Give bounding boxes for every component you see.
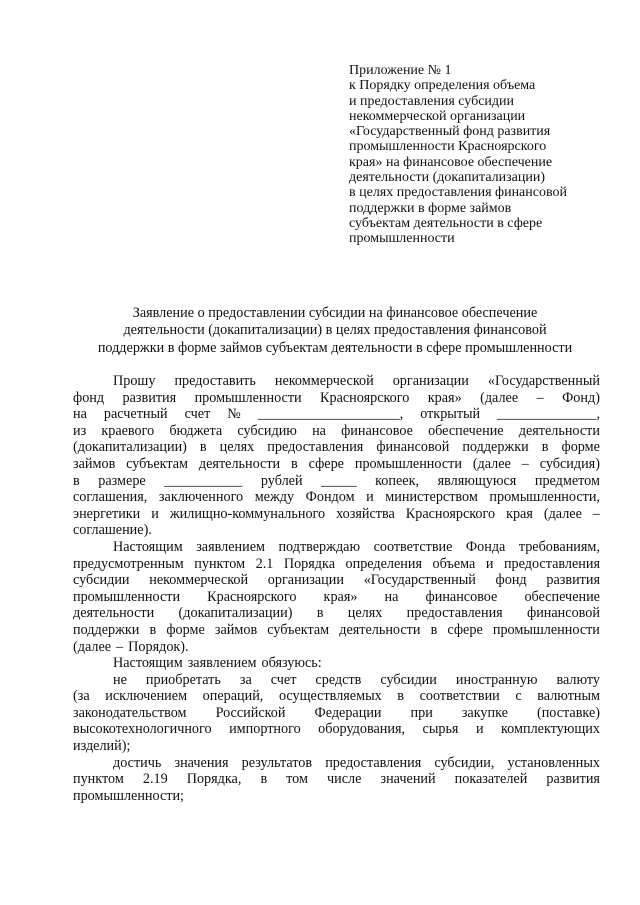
body-word: обеспечение (428, 422, 504, 439)
body-word: финансовой (527, 605, 600, 622)
body-line (73, 539, 600, 556)
body-word: целях (219, 439, 255, 456)
body-word: заключенного (158, 489, 244, 506)
body-word: предметом (534, 472, 600, 489)
body-word: высокотехнологичного (73, 721, 212, 738)
body-word: между (254, 489, 295, 506)
body-word: заявлением (196, 538, 265, 555)
body-word: предоставления (325, 754, 422, 771)
body-word: 2.1 (255, 555, 274, 572)
body-word: некоммерческой (274, 373, 374, 389)
body-word: края (506, 505, 533, 522)
body-line (73, 705, 600, 722)
body-word: (далее (480, 389, 519, 406)
body-word: определения (345, 555, 423, 572)
body-word: сырья (422, 721, 459, 738)
body-line (73, 605, 600, 622)
body-word: обязуюсь: (261, 655, 322, 672)
body-word: финансовой (376, 439, 450, 456)
body-word: на (73, 406, 87, 423)
appendix-line: в целях предоставления финансовой (349, 185, 567, 201)
body-word: развития (546, 771, 600, 788)
body-word: субсидию (237, 422, 297, 439)
body-word: Красноярского (320, 389, 410, 406)
body-line (73, 688, 600, 705)
body-line (73, 589, 600, 606)
body-word: не (113, 671, 127, 688)
appendix-line: некоммерческой организации (349, 108, 526, 124)
body-word: фонд (73, 389, 105, 406)
body-word: № (227, 406, 241, 423)
body-line (73, 522, 600, 539)
body-word: развития (122, 389, 177, 406)
body-line (73, 771, 600, 788)
body-word: Красноярского (207, 588, 297, 605)
body-word: соответствии (419, 688, 500, 705)
title-line: поддержки в форме займов субъектам деятельности в сфере промышленности (97, 339, 573, 356)
body-word: Российской (215, 704, 286, 721)
body-word: из (73, 422, 87, 439)
body-word: исключением (105, 688, 188, 705)
body-word: расчетный (103, 406, 168, 423)
body-word: за (239, 671, 252, 688)
body-word: пунктом (194, 555, 246, 572)
body-word: ___________ (164, 472, 243, 489)
body-word: (поставке) (536, 704, 600, 721)
body-word: закупке (461, 704, 508, 721)
body-word: достичь (113, 754, 162, 771)
body-word: форме (166, 621, 205, 638)
appendix-line: Приложение № 1 (349, 63, 452, 78)
appendix-line: к Порядку определения объема (349, 78, 536, 94)
body-word: Настоящим (113, 655, 183, 672)
appendix-line: деятельности (докапитализации) (349, 170, 546, 186)
body-word: деятельности (518, 422, 600, 439)
body-word: сфере (447, 621, 483, 638)
body-word: на (312, 422, 326, 439)
body-word: в (316, 605, 324, 622)
body-word: ______________, (497, 406, 600, 423)
body-line (73, 622, 600, 639)
body-word: при (410, 704, 433, 721)
title-line: Заявление о предоставлении субсидии на финансовое обеспечение (132, 305, 538, 321)
body-line (73, 456, 600, 473)
body-word: импортного (229, 721, 301, 738)
body-word: министерством (385, 489, 478, 506)
body-word: предоставления (503, 555, 600, 572)
body-line (73, 423, 600, 440)
body-line (73, 439, 600, 456)
body-word: (докапитализации) (73, 439, 187, 456)
body-word: в (199, 439, 207, 456)
body-word: организации (392, 373, 469, 389)
body-word: развития (546, 572, 600, 589)
body-word: размере (98, 472, 146, 489)
body-word: соглашение). (73, 522, 152, 539)
body-line (73, 506, 600, 523)
body-word: валютным (537, 688, 600, 705)
body-word: Порядка, (186, 771, 242, 788)
appendix-line: края» на финансовое обеспечение (349, 154, 553, 170)
body-word: промышленности, (489, 489, 600, 506)
body-word: Федерации (314, 704, 382, 721)
body-word: целях (347, 605, 383, 622)
document-title (70, 305, 600, 357)
body-line (73, 755, 600, 772)
body-word: в (291, 455, 298, 472)
body-word: и (366, 489, 374, 506)
body-word: организации (267, 572, 344, 589)
body-line (73, 473, 600, 490)
body-word: жилищно-коммунального (169, 505, 326, 522)
body-word: и (475, 721, 484, 738)
body-word: оборудования, (318, 721, 406, 738)
body-word: предоставления (406, 605, 503, 622)
body-word: подтверждаю (278, 538, 361, 555)
body-word: счет (184, 406, 211, 423)
body-word: Настоящим (113, 538, 183, 555)
body-word: сфере (308, 455, 344, 472)
body-word: (далее (73, 638, 112, 655)
body-word: финансовое (341, 422, 413, 439)
body-word: Фонда (465, 538, 506, 555)
body-word: комплектующих (501, 721, 600, 738)
appendix-header (349, 63, 609, 247)
body-word: (докапитализации) (178, 605, 293, 622)
body-word: операций, (202, 688, 264, 705)
body-word: 2.19 (142, 771, 168, 788)
body-word: в (541, 439, 549, 456)
appendix-line: промышленности (349, 231, 455, 247)
body-word: деятельности (339, 621, 421, 638)
body-word: фонд (495, 572, 527, 589)
body-word: – (536, 389, 544, 406)
body-line (73, 556, 600, 573)
body-word: форме (561, 439, 600, 456)
body-word: деятельности (198, 455, 281, 472)
body-word: промышленности (73, 588, 181, 605)
body-word: займов (214, 621, 258, 638)
body-line (73, 639, 600, 656)
appendix-line: промышленности Красноярского (349, 139, 547, 155)
body-line (73, 572, 600, 589)
body-word: – (592, 505, 600, 522)
body-word: числе (327, 771, 362, 788)
body-word: промышленности; (73, 787, 184, 804)
body-word: субсидии (380, 671, 437, 688)
body-word: края» (427, 389, 462, 406)
body-word: хозяйства (336, 505, 395, 522)
body-word: на (384, 588, 399, 605)
body-word: финансовое (425, 588, 498, 605)
body-word: в (397, 688, 404, 705)
body-line (73, 672, 600, 689)
body-word: предусмотренным (73, 555, 184, 572)
body-word: объема (432, 555, 476, 572)
body-word: являющуюся (437, 472, 517, 489)
body-word: субъектам (126, 455, 189, 472)
body-word: обеспечение (524, 588, 600, 605)
body-word: (далее (472, 455, 511, 472)
body-word: «Государственный (487, 373, 600, 389)
body-word: соответствие (373, 538, 453, 555)
body-word: предоставить (174, 373, 256, 389)
body-word: законодательством (73, 704, 187, 721)
body-word: промышленности (492, 621, 600, 638)
body-word: значения (174, 754, 229, 771)
body-word: значений (380, 771, 436, 788)
body-word: краевого (101, 422, 155, 439)
body-word: пунктом (73, 771, 124, 788)
body-word: займов (73, 455, 116, 472)
body-word: результатов (241, 754, 313, 771)
body-word: в (430, 621, 438, 638)
body-word: субсидии, (434, 754, 495, 771)
body-word: копеек, (375, 472, 420, 489)
body-word: (далее (543, 505, 582, 522)
body-word: средств (315, 671, 362, 688)
body-word: приобретать (145, 671, 221, 688)
body-word: и (485, 555, 494, 572)
body-word: деятельности (73, 605, 155, 622)
body-line (73, 373, 600, 390)
body-word: счет (270, 671, 297, 688)
appendix-line: «Государственный фонд развития (349, 124, 551, 140)
body-word: открытый (420, 406, 481, 423)
body-word: некоммерческой (149, 572, 249, 589)
body-word: промышленности (354, 455, 462, 472)
body-word: в (149, 621, 157, 638)
body-word: в (73, 472, 80, 489)
body-word: бюджета (169, 422, 223, 439)
body-word: – (521, 455, 529, 472)
body-word: требованиям, (518, 538, 600, 555)
body-word: изделий); (73, 738, 131, 755)
body-line (73, 390, 600, 407)
body-line (73, 721, 600, 738)
body-word: иностранную (455, 671, 538, 688)
body-word: субъектам (267, 621, 330, 638)
body-word: «Государственный (363, 572, 476, 589)
body-word: (за (73, 688, 90, 705)
body-word: показателей (454, 771, 528, 788)
body-word: субсидии (73, 572, 130, 589)
body-word: заявлением (187, 655, 257, 672)
body-word: валюту (556, 671, 600, 688)
appendix-line: субъектам деятельности в сфере (349, 215, 543, 231)
body-word: Красноярского (405, 505, 496, 522)
body-word: предоставления (267, 439, 364, 456)
body-line (73, 738, 600, 755)
body-line (73, 655, 600, 672)
body-word: промышленности (194, 389, 302, 406)
body-word: поддержки (462, 439, 529, 456)
appendix-line: поддержки в форме займов (349, 200, 512, 216)
body-word: установленных (507, 754, 600, 771)
body-word: – (116, 638, 124, 655)
body-word: края» (323, 588, 358, 605)
appendix-line: и предоставления субсидии (349, 93, 515, 109)
body-line (73, 489, 600, 506)
body-word: в (260, 771, 268, 788)
body-word: том (286, 771, 308, 788)
body-line (73, 788, 600, 805)
body-line (73, 406, 600, 423)
body-word: с (515, 688, 522, 705)
body-word: соглашения, (73, 489, 148, 506)
body-word: и (151, 505, 159, 522)
body-word: осуществляемых (278, 688, 382, 705)
body-word: _____ (321, 472, 357, 489)
body-word: Прошу (113, 373, 156, 389)
body-word: Фонд) (562, 389, 600, 406)
body-word: ____________________, (257, 406, 404, 423)
body-word: поддержки (73, 621, 140, 638)
body-word: субсидия) (539, 455, 600, 472)
body-word: Порядка (283, 555, 335, 572)
body-word: энергетики (73, 505, 141, 522)
document-body (73, 373, 600, 804)
title-line: деятельности (докапитализации) в целях предоставления финансовой (123, 322, 547, 339)
body-word: Фондом (305, 489, 355, 506)
body-word: рублей (260, 472, 303, 489)
body-word: Порядок). (128, 638, 189, 655)
